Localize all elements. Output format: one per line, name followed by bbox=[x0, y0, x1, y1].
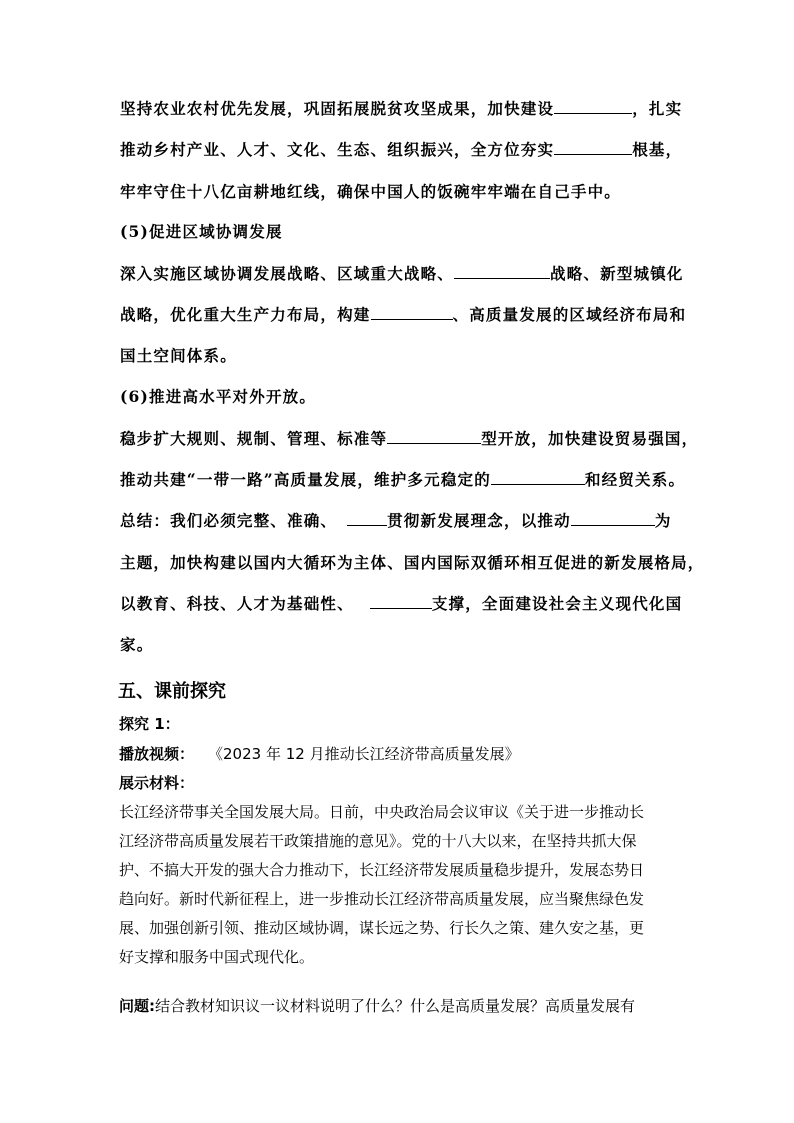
text-span: 根基， bbox=[632, 140, 683, 159]
text-line: 家。 bbox=[120, 635, 154, 654]
text-line: 牢牢守住十八亿亩耕地红线，确保中国人的饭碗牢牢端在自己手中。 bbox=[120, 182, 622, 201]
fill-blank[interactable] bbox=[491, 470, 585, 485]
text-line: 国土空间体系。 bbox=[120, 346, 237, 365]
text-line bbox=[120, 511, 672, 531]
text-span: 总结：我们必须完整、准确、 bbox=[120, 511, 338, 530]
text-span: 深入实施区域协调发展战略、区域重大战略、 bbox=[120, 264, 455, 283]
material-line: 好支撑和服务中国式现代化。 bbox=[119, 948, 315, 966]
text-span: 战略、新型城镇化 bbox=[550, 264, 684, 283]
text-span: 战略，优化重大生产力布局，构建 bbox=[120, 305, 371, 324]
text-line: 主题，加快构建以国内大循环为主体、国内国际双循环相互促进的新发展格局， bbox=[120, 553, 705, 572]
text-line bbox=[120, 594, 682, 614]
text-line bbox=[120, 264, 684, 284]
material-line: 护、不搞大开发的强大合力推动下，长江经济带发展质量稳步提升，发展态势日 bbox=[119, 861, 645, 879]
text-span: 为 bbox=[654, 511, 672, 530]
text-span: ，扎实 bbox=[632, 99, 683, 118]
material-line: 江经济带高质量发展若干政策措施的意见》。党的十八大以来，在坚持共抓大保 bbox=[119, 832, 637, 850]
fill-blank[interactable] bbox=[387, 429, 481, 444]
video-label: 播放视频： bbox=[119, 745, 195, 763]
text-span: 推动乡村产业、人才、文化、生态、组织振兴，全方位夯实 bbox=[120, 140, 555, 159]
fill-blank[interactable] bbox=[571, 511, 655, 526]
text-span: 支撑，全面建设社会主义现代化国 bbox=[431, 594, 683, 613]
fill-blank[interactable] bbox=[371, 305, 453, 320]
material-label bbox=[119, 773, 194, 793]
text-span: 贯彻新发展理念，以推动 bbox=[387, 511, 571, 530]
subsection-heading: (5)促进区域协调发展 bbox=[120, 222, 283, 241]
video-line bbox=[119, 744, 520, 764]
text-span: 、高质量发展的区域经济布局和 bbox=[452, 305, 687, 324]
text-line bbox=[120, 470, 685, 490]
text-span: 推动共建“一带一路”高质量发展，维护多元稳定的 bbox=[120, 470, 491, 489]
text-span: 坚持农业农村优先发展，巩固拓展脱贫攻坚成果，加快建设 bbox=[120, 99, 555, 118]
text-line bbox=[120, 140, 682, 160]
fill-blank[interactable] bbox=[554, 99, 632, 114]
text-line bbox=[120, 99, 682, 119]
text-line bbox=[120, 305, 686, 325]
text-span: 和经贸关系。 bbox=[584, 470, 686, 489]
fill-blank[interactable] bbox=[554, 140, 632, 155]
question-text: 结合教材知识议一议材料说明了什么？什么是高质量发展？高质量发展有 bbox=[155, 997, 636, 1015]
fill-blank[interactable] bbox=[454, 264, 550, 279]
text-line bbox=[120, 429, 698, 449]
text-span: 型开放，加快建设贸易强国， bbox=[481, 429, 699, 448]
material-label-text: 展示材料： bbox=[119, 774, 195, 792]
text-span: 以教育、科技、人才为基础性、 bbox=[120, 594, 354, 613]
fill-blank[interactable] bbox=[347, 511, 387, 526]
video-title[interactable]: 《2023 年 12 月推动长江经济带高质量发展》 bbox=[208, 745, 520, 763]
explore-text: 探究 1： bbox=[119, 715, 180, 733]
material-line: 展、加强创新引领、推动区域协调，谋长远之势、行长久之策、建久安之基，更 bbox=[119, 919, 645, 937]
material-line: 趋向好。新时代新征程上，进一步推动长江经济带高质量发展，应当聚焦绿色发 bbox=[119, 890, 645, 908]
question-line bbox=[119, 996, 635, 1016]
explore-label bbox=[119, 714, 180, 734]
fill-blank[interactable] bbox=[370, 594, 432, 609]
subsection-heading: (6)推进高水平对外开放。 bbox=[120, 387, 317, 406]
question-label: 问题: bbox=[119, 997, 155, 1015]
text-span: 稳步扩大规则、规制、管理、标准等 bbox=[120, 429, 388, 448]
material-line: 长江经济带事关全国发展大局。日前，中央政治局会议审议《关于进一步推动长 bbox=[119, 803, 645, 821]
section-title: 五、课前探究 bbox=[118, 681, 226, 702]
